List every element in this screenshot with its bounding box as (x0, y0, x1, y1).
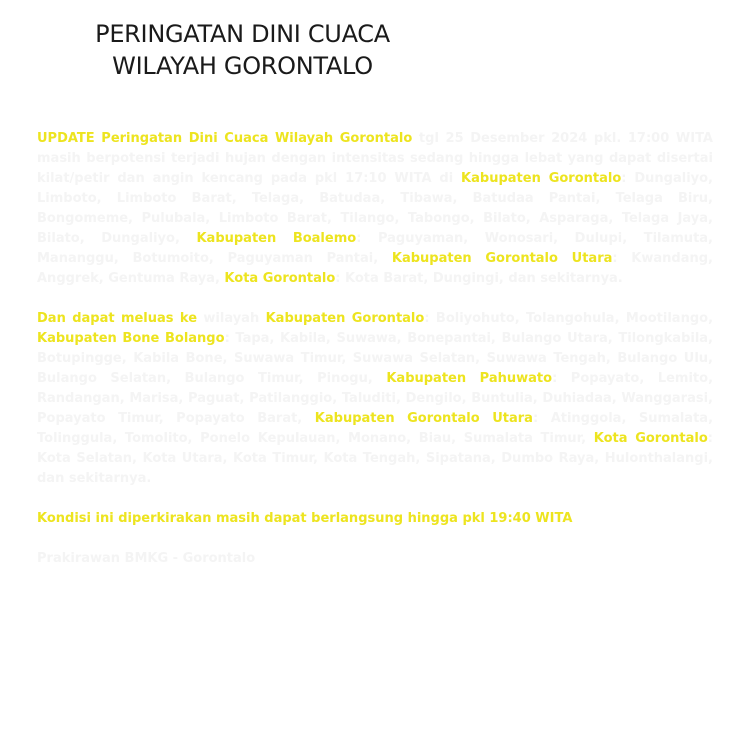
district-list: : Kota Selatan, Kota Utara, Kota Timur, Kota Tengah, Sipatana, Dumbo Raya, Hulonthalangi, dan sekitarnya. (37, 431, 713, 486)
region-name: Kabupaten Boalemo (196, 231, 357, 246)
district-list: : Atinggola, Sumalata, Tolinggula, Tomolito, Ponelo Kepulauan, Monano, Biau, Sumalata Timur, (37, 411, 714, 446)
text-segment: wilayah (197, 311, 266, 326)
paragraph-update (37, 129, 713, 289)
paragraph-spread (37, 309, 713, 489)
forecaster-signature: Prakirawan BMKG - Gorontalo (37, 551, 256, 566)
page-title (60, 18, 425, 82)
region-name: Kota Gorontalo (224, 271, 336, 286)
district-list: : Dungaliyo, Limboto, Limboto Barat, Telaga, Batudaa, Tibawa, Batudaa Pantai, Telaga Biru, Bongomeme, Pulubala, Limboto Barat, Tilango, Tabongo, Bilato, Asparaga, Telaga Jaya, Bilato, Dungaliyo, (37, 171, 713, 246)
duration-note: Kondisi ini diperkirakan masih dapat berlangsung hingga pkl 19:40 WITA (37, 511, 573, 526)
paragraph-signature (37, 549, 713, 569)
district-list: : Paguyaman, Wonosari, Dulupi, Tilamuta, Mananggu, Botumoito, Paguyaman Pantai, (37, 231, 713, 266)
region-name: Kabupaten Gorontalo (265, 311, 425, 326)
region-name: Kabupaten Gorontalo (461, 171, 622, 186)
title-line-1: PERINGATAN DINI CUACA (95, 20, 390, 48)
update-heading: UPDATE Peringatan Dini Cuaca Wilayah Gorontalo (37, 131, 413, 146)
region-name: Kota Gorontalo (593, 431, 708, 446)
spread-heading: Dan dapat meluas ke (37, 311, 198, 326)
text-segment: tgl 25 Desember 2024 pkl. 17:00 WITA masih berpotensi terjadi hujan dengan intensitas sedang hingga lebat yang dapat disertai kilat/petir dan angin kencang pada pkl 17:10 WITA di (37, 131, 713, 186)
district-list: : Tapa, Kabila, Suwawa, Bonepantai, Bulango Utara, Tilongkabila, Botupingge, Kabila Bone, Suwawa Timur, Suwawa Selatan, Suwawa Tengah, Bulango Ulu, Bulango Selatan, Bulango Timur, Pinogu, (37, 331, 713, 386)
region-name: Kabupaten Gorontalo Utara (314, 411, 533, 426)
paragraph-duration (37, 509, 713, 529)
region-name: Kabupaten Bone Bolango (37, 331, 225, 346)
warning-body (37, 129, 713, 589)
district-list: : Boliyohuto, Tolangohula, Mootilango, (424, 311, 714, 326)
region-name: Kabupaten Pahuwato (386, 371, 553, 386)
title-line-2: WILAYAH GORONTALO (112, 52, 373, 80)
district-list: : Kwandang, Anggrek, Gentuma Raya, (37, 251, 713, 286)
district-list: : Popayato, Lemito, Randangan, Marisa, Paguat, Patilanggio, Taluditi, Dengilo, Buntulia, Duhiadaa, Wanggarasi, Popayato Timur, Popayato Barat, (37, 371, 714, 426)
district-list: : Kota Barat, Dungingi, dan sekitarnya. (335, 271, 623, 286)
region-name: Kabupaten Gorontalo Utara (391, 251, 613, 266)
